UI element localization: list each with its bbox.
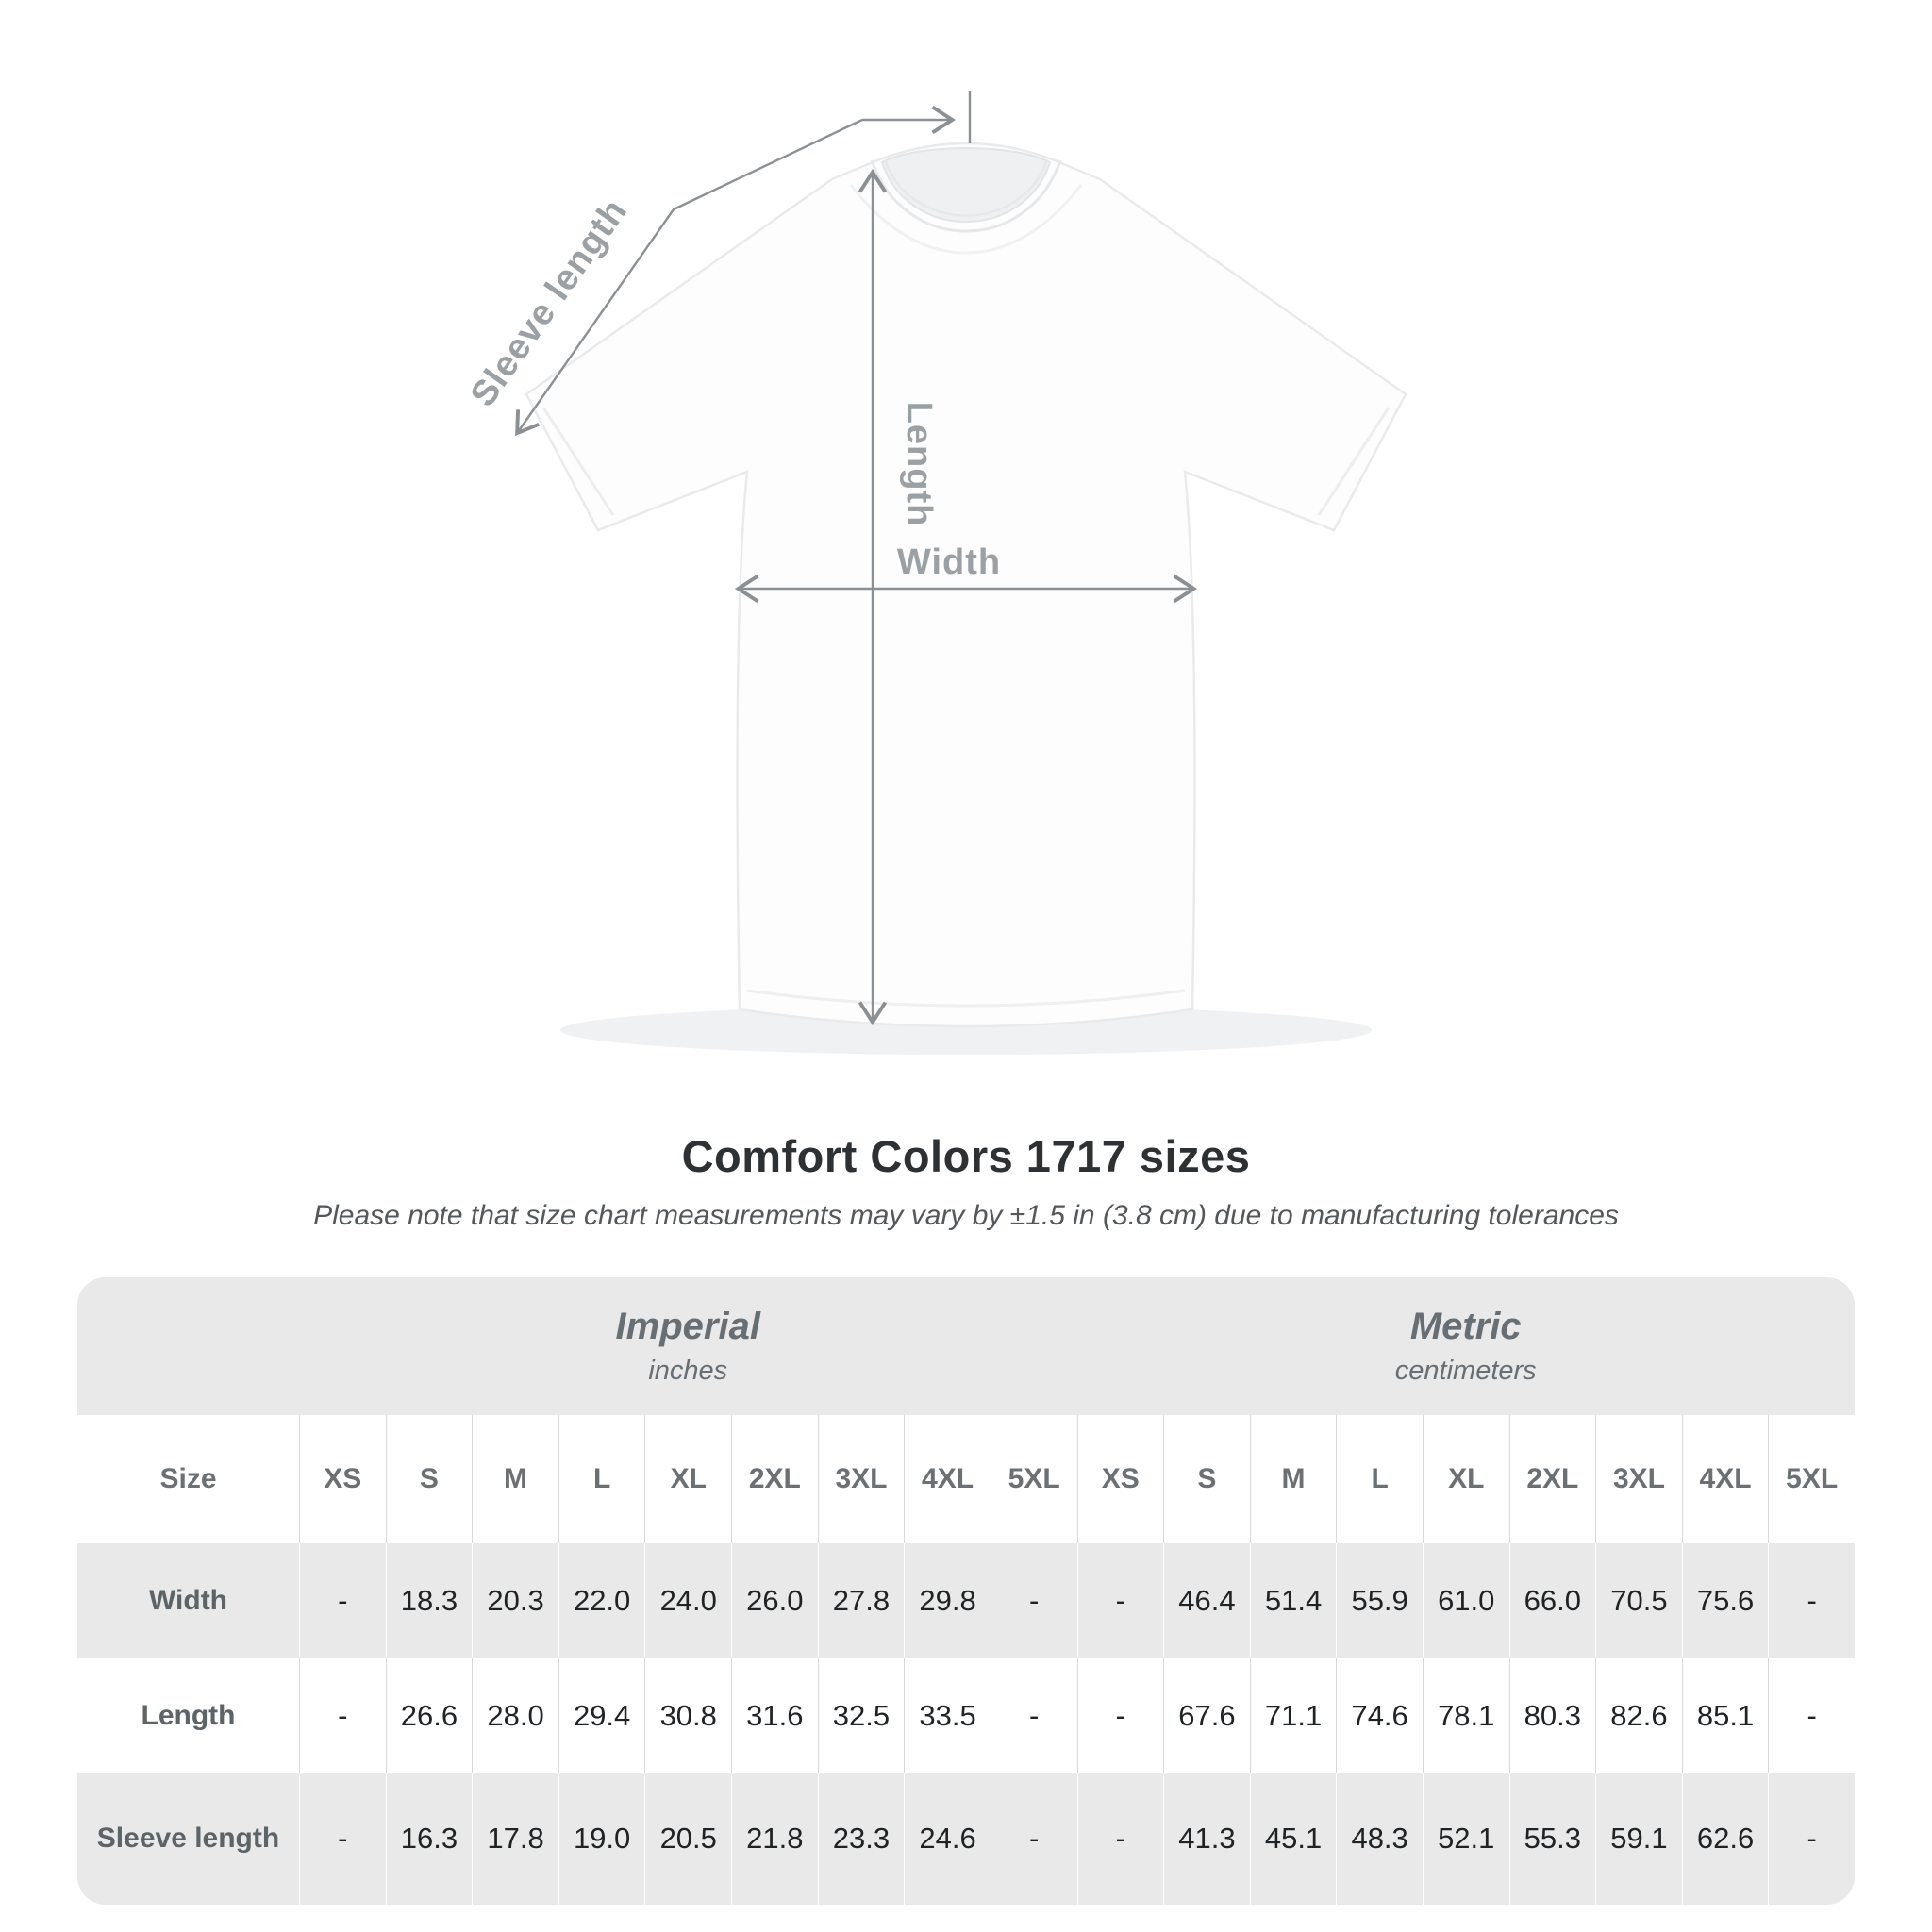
unit-group-band xyxy=(77,1277,1855,1415)
table-cell: 33.5 xyxy=(904,1658,991,1773)
table-cell: 16.3 xyxy=(386,1773,473,1905)
sleeve-length-label: Sleeve length xyxy=(462,192,636,414)
size-header-imperial-l: L xyxy=(558,1415,645,1543)
band-spacer xyxy=(77,1277,299,1415)
table-cell: - xyxy=(991,1658,1077,1773)
table-cell: 31.6 xyxy=(731,1658,818,1773)
table-cell: 19.0 xyxy=(558,1773,645,1905)
row-label: Length xyxy=(141,1699,236,1731)
table-cell: 78.1 xyxy=(1423,1658,1509,1773)
imperial-title: Imperial xyxy=(615,1306,760,1347)
table-cell: 85.1 xyxy=(1682,1658,1769,1773)
table-cell: 70.5 xyxy=(1595,1543,1682,1658)
table-cell: 20.3 xyxy=(472,1543,558,1658)
size-header-imperial-m: M xyxy=(472,1415,558,1543)
table-cell: 80.3 xyxy=(1509,1658,1596,1773)
table-cell: - xyxy=(299,1543,386,1658)
table-cell: 59.1 xyxy=(1595,1773,1682,1905)
width-label: Width xyxy=(896,542,1002,582)
metric-group-header xyxy=(1077,1277,1856,1415)
table-cell: - xyxy=(1768,1543,1855,1658)
table-cell: 66.0 xyxy=(1509,1543,1596,1658)
table-cell: - xyxy=(991,1543,1077,1658)
table-cell: 18.3 xyxy=(386,1543,473,1658)
size-header-metric-l: L xyxy=(1336,1415,1423,1543)
size-header-imperial-5xl: 5XL xyxy=(991,1415,1077,1543)
size-chart-table xyxy=(77,1277,1855,1905)
size-header-imperial-2xl: 2XL xyxy=(731,1415,818,1543)
size-header-metric-m: M xyxy=(1250,1415,1337,1543)
table-cell: 32.5 xyxy=(818,1658,905,1773)
size-header-imperial-3xl: 3XL xyxy=(818,1415,905,1543)
table-cell: 55.9 xyxy=(1336,1543,1423,1658)
table-cell: 21.8 xyxy=(731,1773,818,1905)
table-cell: 52.1 xyxy=(1423,1773,1509,1905)
size-header-metric-2xl: 2XL xyxy=(1509,1415,1596,1543)
tshirt-image xyxy=(526,143,1406,1026)
table-cell: 71.1 xyxy=(1250,1658,1337,1773)
table-cell: - xyxy=(1768,1658,1855,1773)
table-cell: - xyxy=(991,1773,1077,1905)
size-header-imperial-4xl: 4XL xyxy=(904,1415,991,1543)
table-cell: 55.3 xyxy=(1509,1773,1596,1905)
table-cell: 24.6 xyxy=(904,1773,991,1905)
imperial-unit: inches xyxy=(648,1356,728,1386)
table-row-width xyxy=(77,1543,1855,1658)
table-cell: - xyxy=(1768,1773,1855,1905)
imperial-group-header xyxy=(299,1277,1077,1415)
table-row-sleeve-length xyxy=(77,1773,1855,1905)
page-title: Comfort Colors 1717 sizes xyxy=(681,1131,1251,1181)
table-cell: 67.6 xyxy=(1163,1658,1250,1773)
table-cell: 17.8 xyxy=(472,1773,558,1905)
table-cell: 20.5 xyxy=(644,1773,731,1905)
size-header-imperial-xs: XS xyxy=(299,1415,386,1543)
metric-unit: centimeters xyxy=(1394,1356,1537,1386)
size-column-header: Size xyxy=(159,1463,217,1494)
table-cell: - xyxy=(1077,1543,1164,1658)
size-header-metric-xl: XL xyxy=(1423,1415,1509,1543)
table-cell: 48.3 xyxy=(1336,1773,1423,1905)
table-cell: 51.4 xyxy=(1250,1543,1337,1658)
table-row-length xyxy=(77,1658,1855,1773)
table-cell: 27.8 xyxy=(818,1543,905,1658)
table-cell: 29.8 xyxy=(904,1543,991,1658)
table-cell: 30.8 xyxy=(644,1658,731,1773)
size-header-metric-xs: XS xyxy=(1077,1415,1164,1543)
row-label: Width xyxy=(148,1585,228,1616)
table-cell: 28.0 xyxy=(472,1658,558,1773)
table-cell: 82.6 xyxy=(1595,1658,1682,1773)
table-cell: 29.4 xyxy=(558,1658,645,1773)
table-cell: 23.3 xyxy=(818,1773,905,1905)
table-cell: 46.4 xyxy=(1163,1543,1250,1658)
table-cell: - xyxy=(299,1773,386,1905)
table-cell: 24.0 xyxy=(644,1543,731,1658)
table-cell: 75.6 xyxy=(1682,1543,1769,1658)
row-label: Sleeve length xyxy=(96,1823,280,1854)
table-cell: 61.0 xyxy=(1423,1543,1509,1658)
table-cell: 62.6 xyxy=(1682,1773,1769,1905)
table-cell: - xyxy=(1077,1658,1164,1773)
table-cell: 41.3 xyxy=(1163,1773,1250,1905)
size-header-imperial-s: S xyxy=(386,1415,473,1543)
size-header-row xyxy=(77,1415,1855,1543)
size-header-metric-4xl: 4XL xyxy=(1682,1415,1769,1543)
table-cell: 74.6 xyxy=(1336,1658,1423,1773)
table-cell: 26.0 xyxy=(731,1543,818,1658)
size-header-metric-s: S xyxy=(1163,1415,1250,1543)
table-cell: 45.1 xyxy=(1250,1773,1337,1905)
size-header-metric-3xl: 3XL xyxy=(1595,1415,1682,1543)
table-cell: 22.0 xyxy=(558,1543,645,1658)
metric-title: Metric xyxy=(1409,1306,1522,1347)
table-cell: 26.6 xyxy=(386,1658,473,1773)
size-header-metric-5xl: 5XL xyxy=(1768,1415,1855,1543)
table-cell: - xyxy=(299,1658,386,1773)
size-header-imperial-xl: XL xyxy=(644,1415,731,1543)
length-label: Length xyxy=(899,401,939,527)
table-cell: - xyxy=(1077,1773,1164,1905)
page-subtitle: Please note that size chart measurements may vary by ±1.5 in (3.8 cm) due to manufacturing tolerances xyxy=(313,1200,1619,1231)
